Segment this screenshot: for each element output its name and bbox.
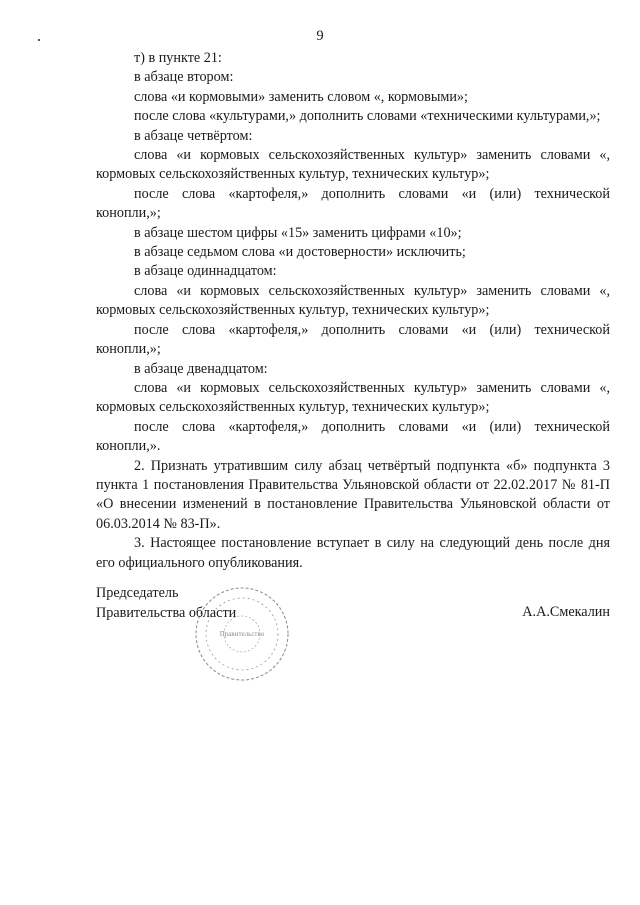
paragraph: 3. Настоящее постановление вступает в силу на следующий день после дня его официального опубликования. xyxy=(96,535,610,571)
paragraph: в абзаце втором: xyxy=(134,69,234,86)
paragraph: после слова «картофеля,» дополнить словами «и (или) технической конопли,»; xyxy=(96,321,610,358)
paragraph: в абзаце седьмом слова «и достоверности» исключить; xyxy=(134,244,466,261)
paragraph: т) в пункте 21: xyxy=(134,50,222,66)
paragraph: в абзаце шестом цифры «15» заменить цифрами «10»; xyxy=(134,224,462,241)
paragraph: 2. Признать утратившим силу абзац четвёртый подпункта «б» подпункта 3 пункта 1 постановления Правительства Ульяновской области от 22.02.2017 № 81-П «О внесении изменений в постановление Правительства Ульяновской области от 06.03.2014 № 83-П». xyxy=(96,457,610,532)
paragraph: после слова «картофеля,» дополнить словами «и (или) технической конопли,». xyxy=(96,418,610,455)
signature-title-line2: Правительства области xyxy=(96,604,237,621)
paragraph: слова «и кормовых сельскохозяйственных культур» заменить словами «, кормовых сельскохозяйственных культур, технических культур»; xyxy=(96,379,610,416)
signature-name: А.А.Смекалин xyxy=(522,604,610,620)
page-number: 9 xyxy=(316,28,324,44)
paragraph: в абзаце четвёртом: xyxy=(134,127,253,144)
document-body xyxy=(96,49,610,573)
paragraph: в абзаце одиннадцатом: xyxy=(134,263,277,280)
signature-title-line1: Председатель xyxy=(96,585,179,601)
paragraph: в абзаце двенадцатом: xyxy=(134,360,268,377)
signature-title xyxy=(96,584,236,623)
paragraph: слова «и кормовыми» заменить словом «, кормовыми»; xyxy=(134,88,468,105)
paragraph: слова «и кормовых сельскохозяйственных культур» заменить словами «, кормовых сельскохозяйственных культур, технических культур»; xyxy=(96,147,610,183)
svg-text:Правительство: Правительство xyxy=(219,630,265,638)
paragraph: после слова «культурами,» дополнить словами «техническими культурами,»; xyxy=(134,108,601,125)
paragraph: после слова «картофеля,» дополнить словами «и (или) технической конопли,»; xyxy=(96,185,610,222)
paragraph: слова «и кормовых сельскохозяйственных культур» заменить словами «, кормовых сельскохозяйственных культур, технических культур»; xyxy=(96,282,610,319)
